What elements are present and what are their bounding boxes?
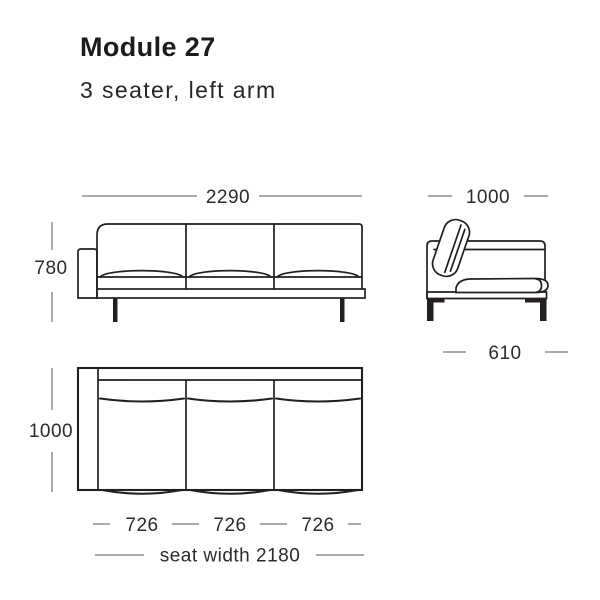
front-width-dimension <box>82 187 362 208</box>
sofa-leg <box>340 298 345 322</box>
side-depth-dimension <box>428 187 548 208</box>
seat-cushion-side <box>456 279 548 293</box>
back-cushion-front-curve <box>100 399 184 402</box>
plan-outline <box>78 368 362 490</box>
sofa-leg <box>427 298 445 321</box>
top-view <box>29 368 364 567</box>
sofa-leg <box>113 298 118 322</box>
total-seat-width-label: seat width 2180 <box>159 545 301 567</box>
front-overall-width-label: 2290 <box>205 187 251 208</box>
seat-cushion-curve <box>100 271 183 277</box>
top-overall-depth-label: 1000 <box>28 421 74 442</box>
seat-width-label: 726 <box>213 515 247 536</box>
sofa-body-outline <box>97 224 362 289</box>
front-height-dimension <box>34 222 67 322</box>
sofa-leg <box>525 298 547 321</box>
top-depth-dimension <box>29 368 73 492</box>
page-title: Module 27 <box>80 32 216 62</box>
seat-cushion-curve <box>277 271 359 277</box>
seat-cushion-curve <box>189 271 271 277</box>
back-cushion-front-curve <box>276 399 360 402</box>
sofa-arm-left <box>78 249 97 298</box>
seat-width-label: 726 <box>125 515 159 536</box>
sofa-top-drawing <box>78 368 362 494</box>
side-seat-depth-label: 610 <box>488 343 522 364</box>
side-overall-depth-label: 1000 <box>465 187 511 208</box>
total-seat-width-dimension <box>95 546 364 567</box>
back-cushion <box>429 216 472 279</box>
side-seat-depth-dimension <box>443 343 568 364</box>
sofa-front-drawing <box>78 224 365 322</box>
side-view <box>427 187 568 364</box>
sofa-side-drawing <box>427 216 548 321</box>
seat-width-dimensions <box>93 515 361 536</box>
page-subtitle: 3 seater, left arm <box>80 77 277 103</box>
front-overall-height-label: 780 <box>34 258 68 279</box>
base-rail <box>97 289 365 298</box>
seat-width-label: 726 <box>301 515 335 536</box>
back-cushion-front-curve <box>188 399 272 402</box>
front-view <box>34 187 365 322</box>
